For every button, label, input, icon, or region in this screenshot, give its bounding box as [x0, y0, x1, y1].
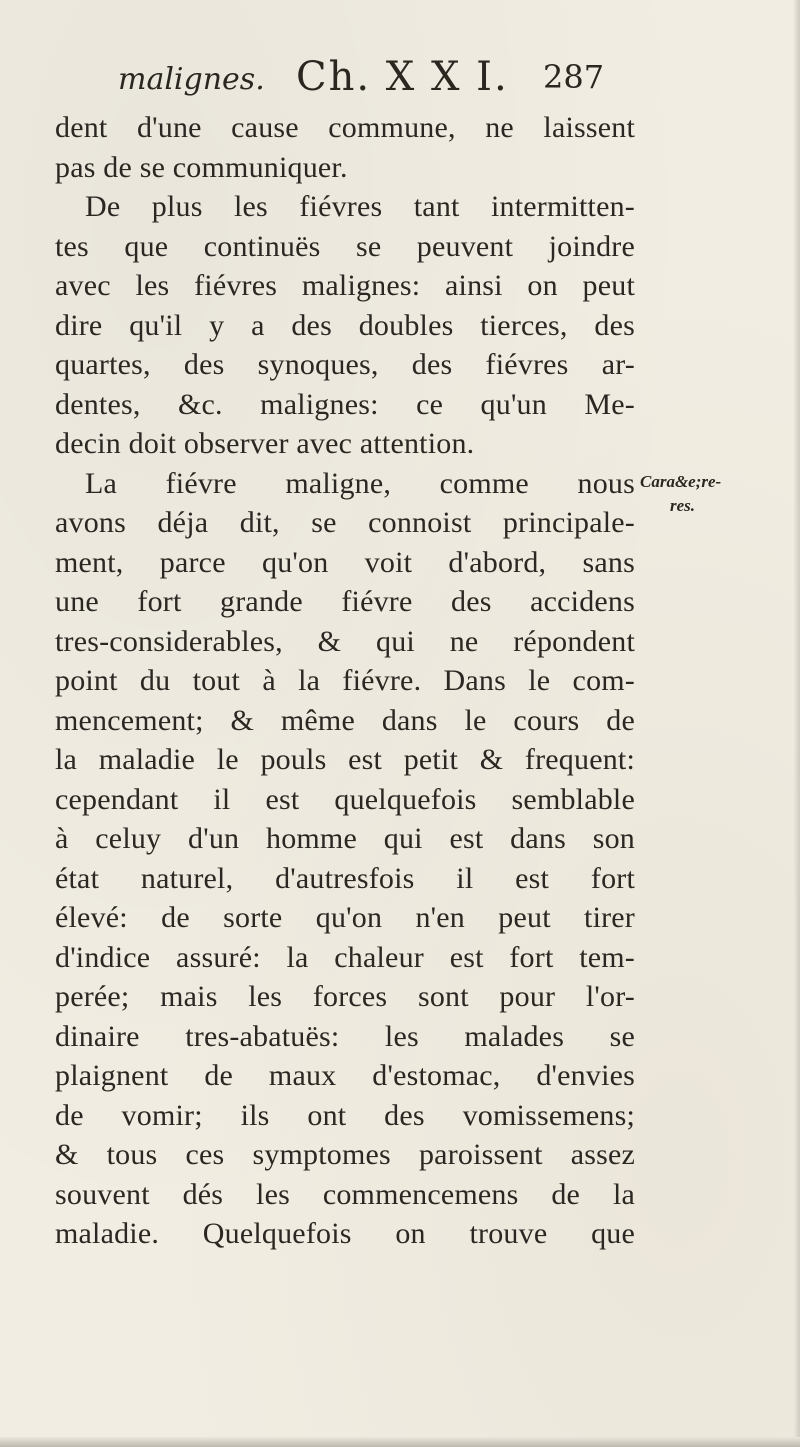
text-line: dire qu'il y a des doubles tierces, des: [55, 308, 635, 342]
text-line: dentes, &c. malignes: ce qu'un Me-: [55, 387, 635, 421]
page-number: 287: [543, 58, 605, 96]
text-line: la maladie le pouls est petit & frequent:: [55, 743, 635, 776]
text-line: de vomir; ils ont des vomissemens;: [55, 1098, 635, 1132]
margin-note-line: res.: [670, 496, 696, 515]
text-line: ment, parce qu'on voit d'abord, sans: [55, 545, 635, 579]
text-line: La fiévre maligne, comme nous: [85, 466, 635, 500]
text-line: maladie. Quelquefois on trouve que: [55, 1217, 635, 1250]
text-line: perée; mais les forces sont pour l'or-: [55, 980, 635, 1013]
text-line: à celuy d'un homme qui est dans son: [55, 822, 635, 855]
page-edge-bottom: [0, 1437, 800, 1447]
text-line: De plus les fiévres tant intermitten-: [85, 190, 635, 223]
text-line: & tous ces symptomes paroissent assez: [55, 1138, 635, 1171]
text-line: mencement; & même dans le cours de: [55, 703, 635, 737]
text-line: decin doit observer avec attention.: [55, 427, 475, 460]
text-line: point du tout à la fiévre. Dans le com-: [55, 664, 635, 697]
text-line: tres-considerables, & qui ne répondent: [55, 624, 635, 658]
text-line: souvent dés les commencemens de la: [55, 1177, 635, 1211]
text-line: état naturel, d'autresfois il est fort: [55, 861, 635, 895]
text-line: dent d'une cause commune, ne laissent: [55, 111, 635, 144]
text-line: d'indice assuré: la chaleur est fort tem-: [55, 940, 635, 974]
text-line: quartes, des synoques, des fiévres ar-: [55, 348, 635, 381]
text-line: une fort grande fiévre des accidens: [55, 585, 635, 618]
running-title: malignes.: [118, 62, 265, 97]
text-line: avons déja dit, se connoist principale-: [55, 506, 635, 539]
body-text: [55, 108, 635, 1254]
text-line: cependant il est quelquefois semblable: [55, 782, 635, 816]
text-line: plaignent de maux d'estomac, d'envies: [55, 1059, 635, 1092]
margin-note: [640, 470, 730, 518]
text-line: élevé: de sorte qu'on n'en peut tirer: [55, 901, 635, 934]
text-line: avec les fiévres malignes: ainsi on peut: [55, 269, 635, 302]
running-header: [118, 52, 638, 108]
margin-note-line: Cara&e;re-: [640, 472, 722, 491]
text-line: dinaire tres-abatuës: les malades se: [55, 1019, 635, 1053]
chapter-heading: Ch. X X I.: [296, 54, 509, 100]
text-line: pas de se communiquer.: [55, 150, 348, 184]
page-edge-right: [794, 0, 800, 1447]
text-line: tes que continuës se peuvent joindre: [55, 229, 635, 263]
